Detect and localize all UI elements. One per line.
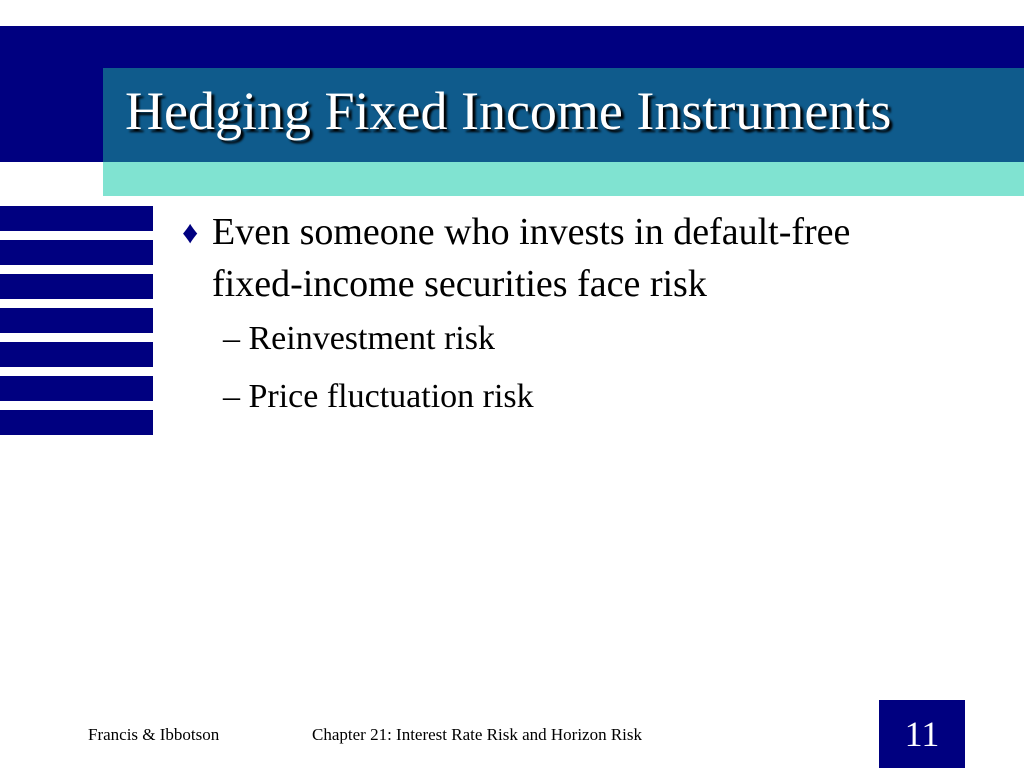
- bullet-item: [182, 206, 942, 310]
- stripe: [0, 376, 153, 401]
- page-number: 11: [879, 700, 965, 768]
- title-bar: [103, 68, 1024, 162]
- footer-chapter: Chapter 21: Interest Rate Risk and Horizon Risk: [312, 725, 643, 744]
- sub-bullet-reinvestment: – Reinvestment risk: [223, 320, 495, 357]
- bullet-text: Even someone who invests in default-free fixed-income securities face risk: [212, 211, 851, 305]
- accent-band: [103, 160, 1024, 196]
- diamond-icon: ♦: [182, 214, 199, 250]
- stripe: [0, 410, 153, 435]
- stripe: [0, 206, 153, 231]
- sub-bullet-price-fluctuation: – Price fluctuation risk: [223, 378, 534, 415]
- stripe: [0, 274, 153, 299]
- stripe: [0, 342, 153, 367]
- stripe: [0, 240, 153, 265]
- slide-title: Hedging Fixed Income Instruments: [125, 81, 892, 141]
- footer-authors: Francis & Ibbotson: [88, 725, 220, 744]
- slide-content: [182, 206, 942, 426]
- stripe: [0, 308, 153, 333]
- decorative-stripes: [0, 206, 153, 444]
